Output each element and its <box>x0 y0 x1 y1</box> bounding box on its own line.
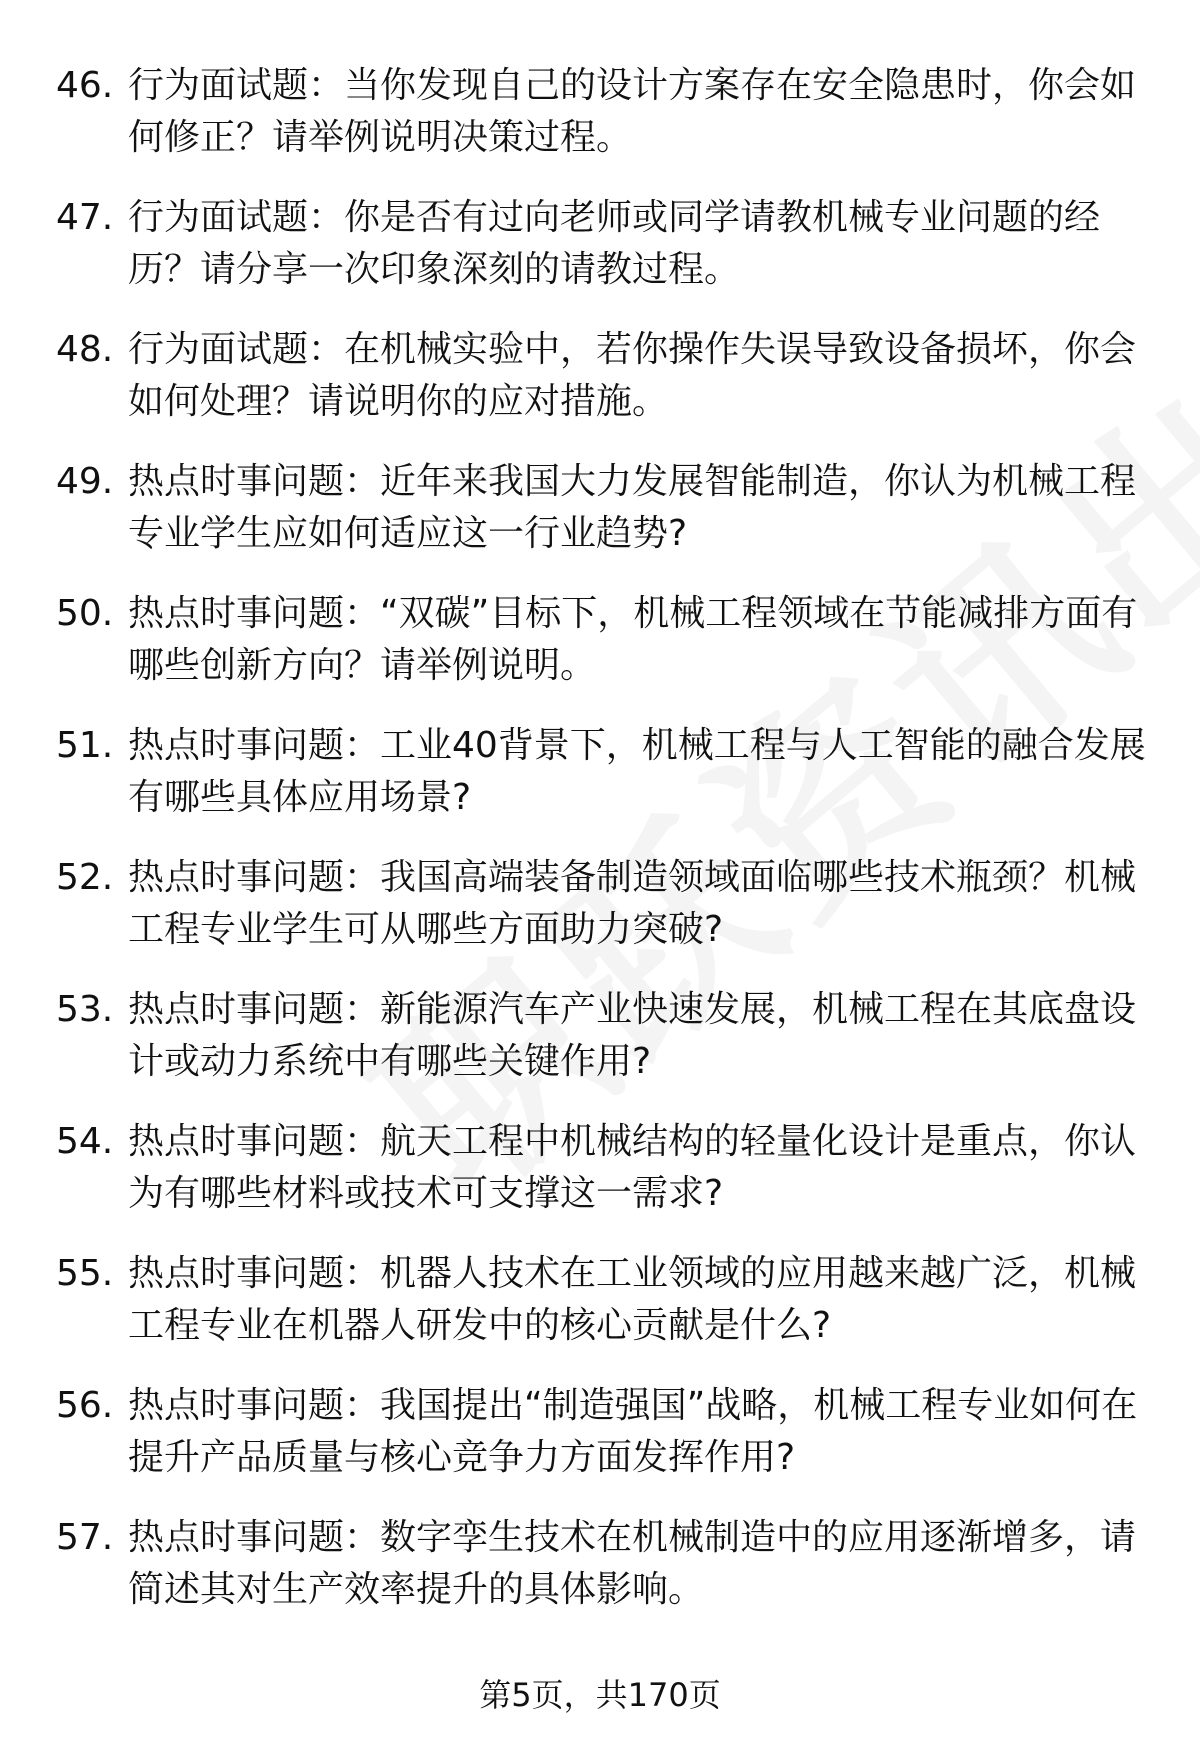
question-number: 56. <box>56 1385 114 1426</box>
question-item <box>0 720 1200 852</box>
question-item <box>0 1116 1200 1248</box>
question-number: 48. <box>56 329 114 370</box>
question-number: 53. <box>56 989 114 1030</box>
question-item <box>0 192 1200 324</box>
question-item <box>0 1512 1200 1644</box>
question-number: 50. <box>56 593 114 634</box>
question-number: 49. <box>56 461 114 502</box>
question-text: 热点时事问题：新能源汽车产业快速发展，机械工程在其底盘设计或动力系统中有哪些关键作用? <box>128 989 1137 1082</box>
question-item <box>0 324 1200 456</box>
question-text: 热点时事问题：近年来我国大力发展智能制造，你认为机械工程专业学生应如何适应这一行业趋势? <box>128 461 1137 554</box>
question-text: 热点时事问题：我国高端装备制造领域面临哪些技术瓶颈？机械工程专业学生可从哪些方面助力突破? <box>128 857 1137 950</box>
question-item <box>0 588 1200 720</box>
question-number: 46. <box>56 65 114 106</box>
question-number: 54. <box>56 1121 114 1162</box>
question-number: 51. <box>56 725 114 766</box>
question-number: 57. <box>56 1517 114 1558</box>
question-number: 47. <box>56 197 114 238</box>
question-item <box>0 1380 1200 1512</box>
question-number: 55. <box>56 1253 114 1294</box>
question-list <box>0 60 1200 1644</box>
question-item <box>0 984 1200 1116</box>
question-text: 热点时事问题：数字孪生技术在机械制造中的应用逐渐增多，请简述其对生产效率提升的具体影响。 <box>128 1517 1137 1610</box>
question-text: 热点时事问题：机器人技术在工业领域的应用越来越广泛，机械工程专业在机器人研发中的核心贡献是什么? <box>128 1253 1137 1346</box>
page-number-footer: 第5页，共170页 <box>479 1676 721 1714</box>
question-text: 热点时事问题：我国提出“制造强国”战略，机械工程专业如何在提升产品质量与核心竞争力方面发挥作用? <box>128 1385 1138 1478</box>
question-item <box>0 852 1200 984</box>
question-text: 热点时事问题：航天工程中机械结构的轻量化设计是重点，你认为有哪些材料或技术可支撑这一需求? <box>128 1121 1137 1214</box>
question-text: 热点时事问题：“双碳”目标下，机械工程领域在节能减排方面有哪些创新方向？请举例说明。 <box>128 593 1138 686</box>
question-text: 行为面试题：在机械实验中，若你操作失误导致设备损坏，你会如何处理？请说明你的应对措施。 <box>128 329 1137 422</box>
question-item <box>0 60 1200 192</box>
question-text: 行为面试题：当你发现自己的设计方案存在安全隐患时，你会如何修正？请举例说明决策过程。 <box>128 65 1137 158</box>
question-item <box>0 1248 1200 1380</box>
question-text: 热点时事问题：工业40背景下，机械工程与人工智能的融合发展有哪些具体应用场景? <box>128 725 1146 818</box>
question-number: 52. <box>56 857 114 898</box>
question-text: 行为面试题：你是否有过向老师或同学请教机械专业问题的经历？请分享一次印象深刻的请教过程。 <box>128 197 1101 290</box>
question-item <box>0 456 1200 588</box>
